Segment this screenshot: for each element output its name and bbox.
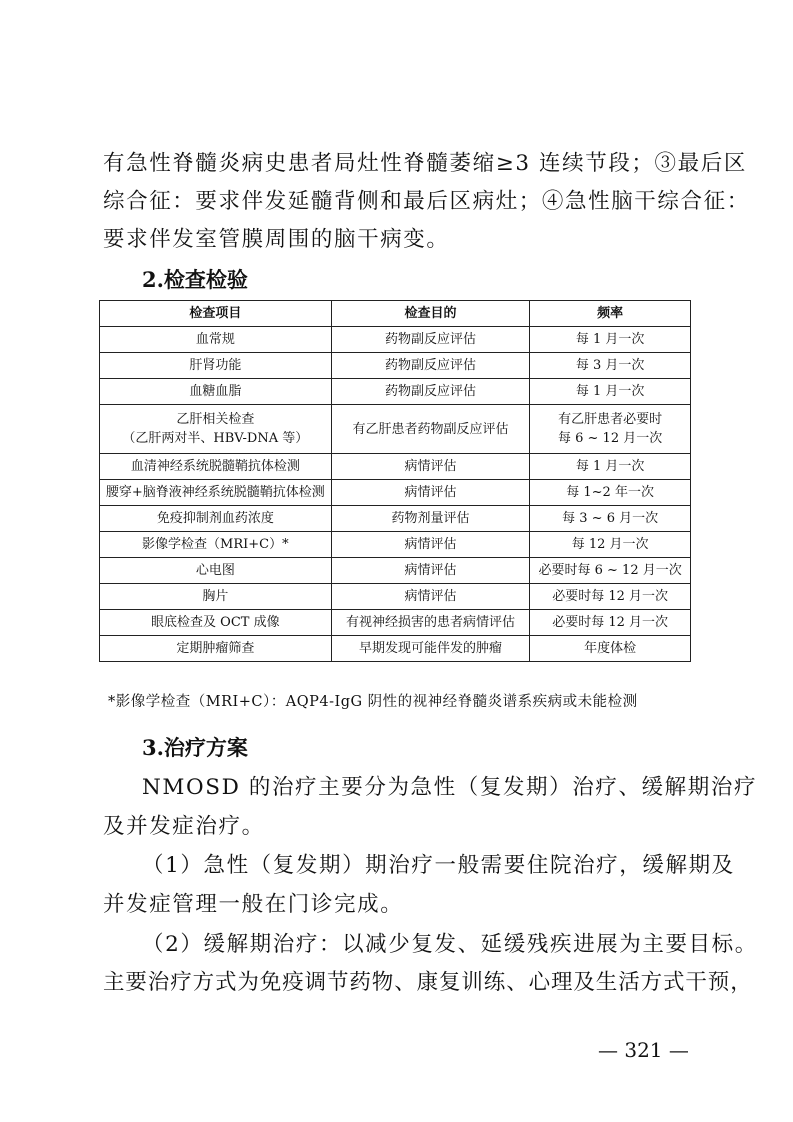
table-cell: 必要时每 12 月一次 bbox=[530, 610, 691, 636]
table-cell: 免疫抑制剂血药浓度 bbox=[100, 506, 332, 532]
table-cell: 有乙肝患者药物副反应评估 bbox=[331, 405, 530, 454]
column-header: 检查项目 bbox=[100, 301, 332, 327]
body-text-line: NMOSD 的治疗主要分为急性（复发期）治疗、缓解期治疗 bbox=[142, 775, 758, 800]
table-cell: 有视神经损害的患者病情评估 bbox=[331, 610, 530, 636]
table-row bbox=[100, 532, 691, 558]
table-row bbox=[100, 584, 691, 610]
table-cell: 每 1~2 年一次 bbox=[530, 480, 691, 506]
table-cell: 病情评估 bbox=[331, 480, 530, 506]
table-cell: 每 1 月一次 bbox=[530, 379, 691, 405]
body-text-line: 综合征：要求伴发延髓背侧和最后区病灶；④急性脑干综合征： bbox=[103, 189, 750, 214]
table-cell: 每 1 月一次 bbox=[530, 327, 691, 353]
table-row bbox=[100, 379, 691, 405]
table-row bbox=[100, 327, 691, 353]
table-row bbox=[100, 405, 691, 454]
page-number: — 321 — bbox=[598, 1038, 689, 1062]
table-cell: 必要时每 12 月一次 bbox=[530, 584, 691, 610]
table-cell: 年度体检 bbox=[530, 636, 691, 662]
table-cell: 胸片 bbox=[100, 584, 332, 610]
table-row bbox=[100, 610, 691, 636]
table-cell: 必要时每 6 ~ 12 月一次 bbox=[530, 558, 691, 584]
table-row bbox=[100, 636, 691, 662]
table-cell: 每 12 月一次 bbox=[530, 532, 691, 558]
column-header: 检查目的 bbox=[331, 301, 530, 327]
table-footnote: *影像学检查（MRI+C）：AQP4-IgG 阴性的视神经脊髓炎谱系疾病或未能检测 bbox=[108, 694, 638, 710]
table-row bbox=[100, 558, 691, 584]
table-row bbox=[100, 480, 691, 506]
table-cell: 病情评估 bbox=[331, 558, 530, 584]
table-cell: 血常规 bbox=[100, 327, 332, 353]
table-cell: 病情评估 bbox=[331, 454, 530, 480]
table-cell: 药物副反应评估 bbox=[331, 327, 530, 353]
table-cell: 病情评估 bbox=[331, 532, 530, 558]
table-cell: 乙肝相关检查 （乙肝两对半、HBV-DNA 等） bbox=[100, 405, 332, 454]
table-cell: 血清神经系统脱髓鞘抗体检测 bbox=[100, 454, 332, 480]
table-cell: 药物副反应评估 bbox=[331, 353, 530, 379]
table-row bbox=[100, 506, 691, 532]
table-header-row bbox=[100, 301, 691, 327]
table-cell: 有乙肝患者必要时 每 6 ~ 12 月一次 bbox=[530, 405, 691, 454]
table-cell: 每 3 月一次 bbox=[530, 353, 691, 379]
body-text-line: 要求伴发室管膜周围的脑干病变。 bbox=[103, 227, 450, 252]
body-text-line: 有急性脊髓炎病史患者局灶性脊髓萎缩≥3 连续节段；③最后区 bbox=[103, 151, 747, 176]
table-cell: 早期发现可能伴发的肿瘤 bbox=[331, 636, 530, 662]
table-cell: 每 3 ~ 6 月一次 bbox=[530, 506, 691, 532]
body-text-line: 并发症管理一般在门诊完成。 bbox=[103, 892, 404, 917]
table-cell: 药物副反应评估 bbox=[331, 379, 530, 405]
table-cell: 肝肾功能 bbox=[100, 353, 332, 379]
table-cell: 定期肿瘤筛查 bbox=[100, 636, 332, 662]
column-header: 频率 bbox=[530, 301, 691, 327]
exam-table bbox=[99, 300, 691, 662]
table-cell: 影像学检查（MRI+C）* bbox=[100, 532, 332, 558]
table-row bbox=[100, 454, 691, 480]
table-cell: 心电图 bbox=[100, 558, 332, 584]
section-heading: 3.治疗方案 bbox=[142, 735, 248, 760]
section-heading: 2.检查检验 bbox=[142, 267, 248, 292]
table-cell: 病情评估 bbox=[331, 584, 530, 610]
table-cell: 血糖血脂 bbox=[100, 379, 332, 405]
table-cell: 每 1 月一次 bbox=[530, 454, 691, 480]
table-cell: 药物剂量评估 bbox=[331, 506, 530, 532]
body-text-line: 及并发症治疗。 bbox=[103, 814, 265, 839]
table-cell: 腰穿+脑脊液神经系统脱髓鞘抗体检测 bbox=[100, 480, 332, 506]
table-row bbox=[100, 353, 691, 379]
body-text-line: （2）缓解期治疗：以减少复发、延缓残疾进展为主要目标。 bbox=[142, 932, 758, 957]
table-cell: 眼底检查及 OCT 成像 bbox=[100, 610, 332, 636]
body-text-line: 主要治疗方式为免疫调节药物、康复训练、心理及生活方式干预， bbox=[103, 970, 753, 995]
body-text-line: （1）急性（复发期）期治疗一般需要住院治疗，缓解期及 bbox=[142, 853, 735, 878]
